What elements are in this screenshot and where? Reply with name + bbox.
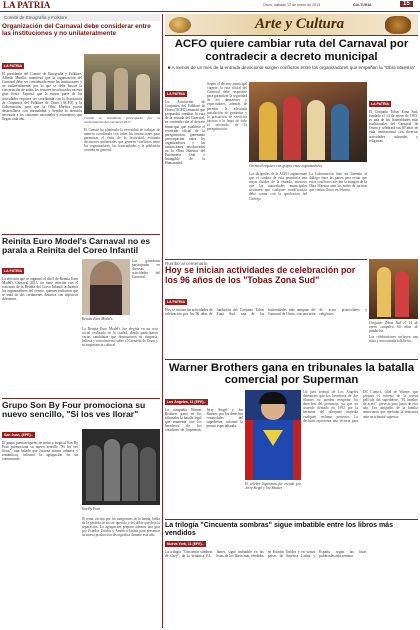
warner-photo-caption: El célebre Superman fue creado por Jerry Siegel y Joe Shuster (245, 482, 301, 491)
section-banner (165, 14, 418, 36)
left-top-kicker: Comité de Etnografía y Folklore (2, 14, 160, 21)
left-mid-headline: Reinita Euro Model's Carnaval no es parala a Reinita del Coreo Infantil (2, 236, 151, 256)
left-bottom-headline: Grupo Son By Four promociona su nuevo sencillo, "Si los ves llorar" (2, 400, 146, 420)
main-photo-caption: Carnaval requiere con grupos entre organizadores (249, 164, 322, 168)
left-mid-source: LA PATRIA (4, 269, 23, 273)
left-mid-photo (82, 259, 130, 315)
mid-story (165, 259, 367, 357)
left-bottom-story (2, 398, 160, 628)
masthead (0, 0, 420, 12)
banner-title: Arte y Cultura (255, 16, 345, 32)
warner-photo (245, 390, 301, 480)
left-top-photo-caption: Comité se manifiesta preocupado por la conformación del Carnaval 2013 (84, 116, 160, 125)
right-column (369, 92, 418, 258)
left-top-body: El presidente del Comité de Etnografía y Folklore, Alfredo Murillo, manifestó que la organización del Carnaval debe ser considerada entre las instituciones y no unilateralmente, por lo que se debe buscar la concertación de todos los sectores involucrados en esta gran fiesta. Expresó que la mayor parte de las actividades requiere ser coordinada con la Asociación de Conjuntos del Folklore de Oruro (ACFO) y la Gobernación, para que la Obra Maestra pueda desarrollarse con normalidad y brindar la atención necesaria a los visitantes nacionales y extranjeros que llegan cada año. (2, 72, 82, 122)
left-top-story (2, 14, 160, 232)
left-mid-body-cont: La Reinita Euro Model's fue elegida en un acto social realizado en la ciudad, donde participaron varias candidatas que demostraron su simpatía, belleza y conocimiento sobre el Carnaval de Oruro y su importancia cultural. (82, 327, 158, 348)
main-headline: ACFO quiere cambiar ruta del Carnaval por contradecir a decreto municipal (174, 38, 409, 63)
left-top-photo (84, 54, 160, 114)
main-body: La Asociación de Conjuntos del Folklore de Oruro (ACFO) anunció que propondrá cambiar la ruta de la entrada del Carnaval, en contradicción al decreto municipal que establece el recorrido oficial de la peregrinación, generando preocupación entre los organizadores y las instituciones involucradas en la Obra Maestra del Patrimonio Oral e Intangible de la Humanidad. (165, 100, 205, 166)
main-deck: ■ A menos de un mes de la entrada devocional surgen conflictos entre los organizadores que empañan la "Obra Maestra" (167, 65, 416, 71)
main-body-col3: Los dirigentes de la ACFO argumentan que el cambio de ruta permitiría una mejor fluidez de la entrada, mientras que las autoridades municipales sostienen que cualquier modificación debe contar con la aprobación del Concejo. (249, 172, 307, 201)
right-body: El Conjunto Tobas Zona Sud, fundado el 14 de enero de 1953, es una de las fraternidades más tradicionales del Carnaval de Oruro y celebrará sus 60 años de vida institucional con diversas actividades culturales y religiosas. (369, 110, 418, 143)
trilogy-story (165, 519, 418, 628)
mid-body: Hoy se inician las actividades de celebración por los 96 años de fundación del Conjunto Tobas Zona Sud, una de las fraternidades más antiguas del Carnaval de Oruro, con una serie de actos protocolares y religiosos. (165, 308, 367, 317)
tobas-photo (369, 259, 418, 319)
banner-violin-icon (385, 16, 411, 34)
column-divider (162, 14, 163, 628)
main-photo (249, 82, 367, 162)
warner-body-cont: Un juez federal de Los Ángeles determinó que los herederos de Joe Shuster no pueden recuperar los derechos del personaje, ya que un acuerdo firmado en 1992 por la hermana del dibujante impedía cualquier reclamo posterior. La decisión representa una victoria para DC Comics, filial de Warner, que prepara el estreno de la nueva película del superhéroe, "El hombre de acero", prevista para junio de este año. Los abogados de la familia anunciaron que apelarán la sentencia ante un tribunal superior. (303, 390, 418, 423)
trilogy-body: La trilogía "Cincuenta sombras de Grey", de la británica E.L. James, sigue imbatible en las listas de los libros más vendidos en Estados Unidos y en varios países de América Latina y España, según las listas publicadas esta semana. (165, 550, 367, 559)
main-body-col2: Según el decreto municipal vigente, la ruta oficial del Carnaval debe respetarse para garantizar la seguridad de los danzarines y espectadores, además de permitir la adecuada instalación de graderías y la prestación de servicios básicos a lo largo de todo el recorrido de la peregrinación. (207, 82, 247, 132)
paper-name: LA PATRIA (3, 0, 51, 10)
main-body-col4: La Gobernación hizo un llamado al diálogo entre las partes para evitar que estos conflictos afecten la imagen de la Obra Maestra ante los miles de turistas que visitan Oruro en febrero. (309, 172, 367, 193)
left-top-headline: Organización del Carnaval debe considerar entre las instituciones y no unilateralmente (2, 23, 151, 37)
tobas-body-cont: Las celebraciones incluyen una misa y una entrada folklórica. (369, 335, 418, 344)
mid-headline: Hoy se inician actividades de celebración por los 96 años de los "Tobas Zona Sud" (165, 265, 356, 285)
page-number: 15 (400, 1, 413, 7)
warner-story (165, 359, 418, 517)
trilogy-source: Nueva York, 11 (EFE).- (167, 542, 204, 546)
left-mid-body: La elección que se organizó el día 9 de Reinita Euro Model's Carnaval 2013, no tiene relación con el concurso de la Reinita del Corso Infantil, aclararon los organizadores del evento, quienes indicaron que se trata de dos certámenes distintos con objetivos diferentes. (2, 277, 78, 302)
tobas-photo-caption: Conjunto Tobas Sud el 14 de enero cumplirá 60 años de fundación (369, 321, 418, 333)
left-bottom-source: San Juan, (EFE).- (4, 433, 33, 437)
dateline: Oruro, sábado 12 de enero de 2013 (263, 3, 321, 7)
left-top-source: LA PATRIA (4, 64, 23, 68)
left-top-body-cont: El Comité ha planteado la necesidad de trabajar de manera coordinada con todas las instituciones para garantizar el éxito de la festividad, evitando decisiones unilaterales que generen conflictos entre los organizadores, las fraternidades y la población orureña en general. (84, 128, 160, 153)
mid-source: LA PATRIA (167, 300, 186, 304)
left-mid-photo-caption: Reinita Euro Model's (82, 317, 113, 321)
banner-masks-icon (169, 17, 191, 33)
warner-headline: Warner Brothers gana en tribunales la batalla comercial por Superman (168, 362, 415, 387)
left-bottom-photo-caption: Son By Four (82, 507, 101, 511)
right-kicker: LA PATRIA (371, 102, 390, 106)
left-mid-body-col3: Las ganadoras participarán en diversas actividades del Carnaval. (132, 259, 160, 280)
warner-source: Los Ángeles, 11 (EFE).- (167, 400, 206, 404)
section-label: CULTURAL (353, 3, 373, 7)
left-bottom-photo (82, 429, 160, 505)
main-source: LA PATRIA (167, 92, 186, 96)
trilogy-headline: La trilogía "Cincuenta sombras" sigue imbatible entre los libros más vendidos (165, 522, 393, 537)
left-bottom-body: El grupo puertorriqueño de música tropical Son By Four promociona su nuevo sencillo "Si los ves llorar", una balada que fusiona ritmos urbanos y románticos, informó la agrupación en un comunicado. (2, 441, 78, 462)
left-bottom-body-cont: El tema, escrito por los integrantes de la banda, habla de la pérdida de un ser querido y del dolor que deja la separación. La agrupación prepara además una gira por Estados Unidos y América Latina para presentar su nueva producción discográfica durante este año. (82, 517, 160, 538)
warner-body: La compañía Warner Brothers ganó en los tribunales la batalla legal que mantenía con los herederos de los creadores de Superman, Jerry Siegel y Joe Shuster, por los derechos comerciales del superhéroe, informó la prensa especializada. (165, 408, 243, 433)
left-mid-story (2, 234, 160, 396)
mid-kicker: Rumbo al centenario (165, 261, 208, 266)
